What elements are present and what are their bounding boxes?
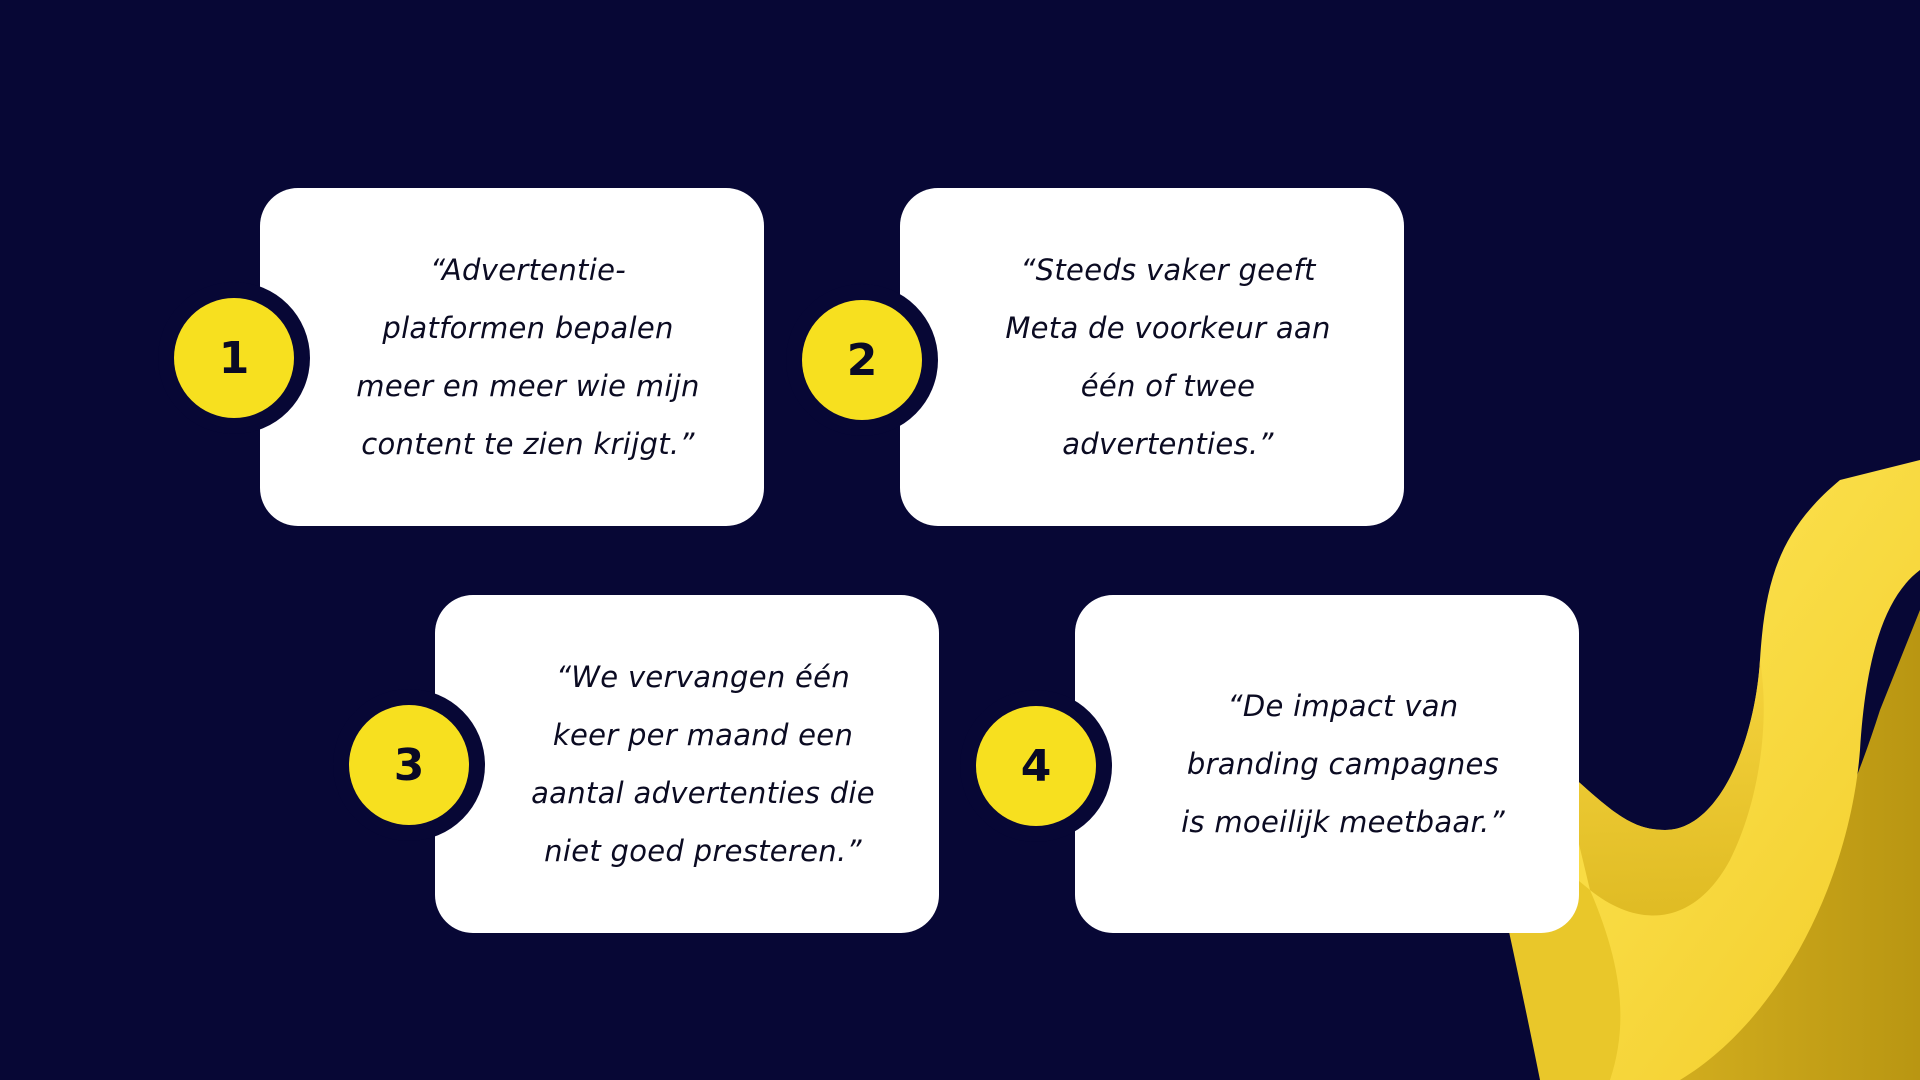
quote-text-4: “De impact van branding campagnes is moeilijk meetbaar.” [1181,689,1505,839]
number-badge-4: 4 [976,706,1096,826]
badge-ring-4 [960,690,1112,842]
quote-card-2 [900,188,1404,526]
badge-ring-1 [158,282,310,434]
quote-text-1: “Advertentie- platformen bepalen meer en meer wie mijn content te zien krijgt.” [356,253,700,461]
quote-card-3 [435,595,939,933]
quote-text-3: “We vervangen één keer per maand een aantal advertenties die niet goed presteren.” [531,660,875,868]
number-badge-1: 1 [174,298,294,418]
quote-text-2: “Steeds vaker geeft Meta de voorkeur aan één of twee advertenties.” [1005,253,1331,461]
quote-card-1 [260,188,764,526]
quote-card-4 [1075,595,1579,933]
number-badge-2: 2 [802,300,922,420]
badge-ring-2 [786,284,938,436]
number-badge-3: 3 [349,705,469,825]
badge-ring-3 [333,689,485,841]
